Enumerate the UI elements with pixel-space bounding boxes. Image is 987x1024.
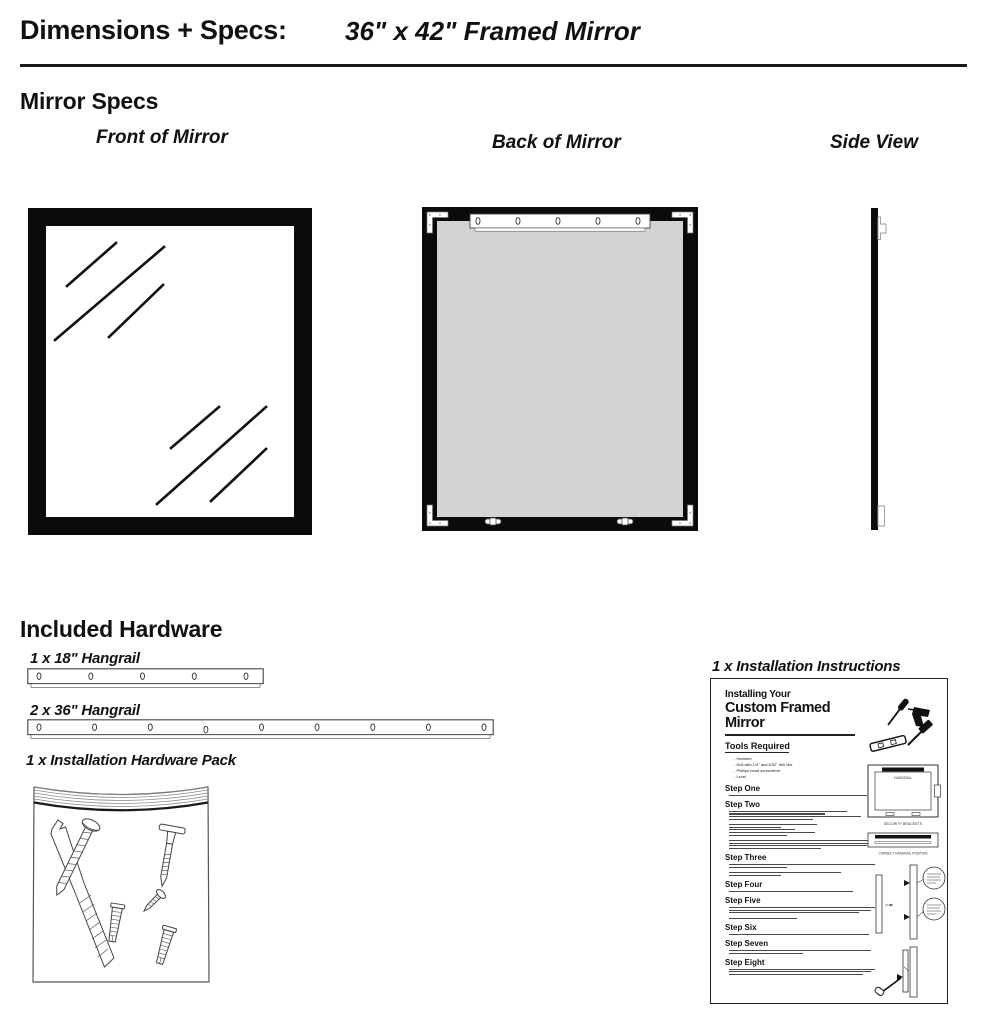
hangrail-hole — [476, 218, 480, 225]
side-view-label: Side View — [830, 132, 918, 153]
bottom-spacer — [878, 506, 885, 526]
body-text-line — [729, 795, 867, 796]
page-subtitle: 36" x 42" Framed Mirror — [345, 16, 640, 46]
title-underline — [725, 734, 855, 736]
side-view-diagram — [858, 203, 894, 537]
body-text-line — [729, 843, 871, 844]
hangrail-caption: HANGRAIL — [894, 776, 912, 780]
hangrail-hole — [636, 218, 640, 225]
hangrail — [470, 214, 650, 231]
step-heading: Step Five — [725, 896, 761, 905]
body-text-line — [729, 971, 871, 972]
body-text-line — [729, 974, 863, 975]
front-glass — [46, 226, 294, 517]
rail36-diagram — [27, 719, 497, 743]
tools-underline — [725, 752, 789, 753]
body-text-line — [729, 827, 781, 828]
body-text-line — [729, 813, 825, 814]
back-panel — [437, 221, 683, 517]
steps-container — [725, 784, 873, 975]
hangrail-hole — [89, 673, 93, 680]
step-heading: Step One — [725, 783, 761, 793]
body-text-line — [729, 872, 841, 873]
step-heading: Step Six — [725, 922, 757, 932]
rail18-label: 1 x 18" Hangrail — [30, 650, 140, 667]
step-heading: Step Four — [725, 879, 763, 889]
body-text-line — [729, 829, 795, 830]
body-text-line — [729, 910, 871, 911]
hangrail-hole — [260, 724, 264, 731]
body-text-line — [729, 875, 781, 876]
tools-illustration — [870, 698, 934, 752]
hangrail-hole — [516, 218, 520, 225]
tools-list — [734, 756, 873, 780]
tool-item: - Hammer — [734, 756, 873, 762]
tool-item: - Phillips head screwdriver — [734, 768, 873, 774]
hangrail-hole — [371, 724, 375, 731]
tool-item: - Drill with 1/4" and 5/32" drill bits — [734, 762, 873, 768]
hangrail-hole — [482, 724, 486, 731]
body-text-line — [729, 811, 847, 812]
tbolt-diagram — [874, 947, 917, 997]
body-text-line — [729, 819, 813, 820]
header-divider — [20, 64, 967, 67]
frame-diagram — [868, 765, 941, 826]
hangrail-hole — [141, 673, 145, 680]
hangrail-hole — [556, 218, 560, 225]
body-text-line — [729, 832, 815, 833]
hangrail-hole — [192, 673, 196, 680]
body-text-line — [729, 845, 867, 846]
body-text-line — [729, 953, 803, 954]
rail18-diagram — [27, 668, 267, 692]
step-heading: Step Three — [725, 853, 767, 863]
security-brackets-caption: SECURITY BRACKETS — [883, 822, 923, 826]
step-heading: Step Two — [725, 799, 760, 809]
tool-item: - Level — [734, 774, 873, 780]
body-text-line — [729, 848, 821, 849]
hangrail-hole — [93, 724, 97, 731]
hangrail-bar — [882, 768, 924, 772]
step-heading: Step Seven — [725, 938, 769, 948]
body-text-line — [729, 912, 859, 913]
instruction-illustrations — [866, 693, 946, 999]
hangrail-hole — [596, 218, 600, 225]
body-text-line — [729, 950, 871, 951]
body-text-line — [729, 934, 869, 935]
side-profile — [871, 208, 878, 530]
front-mirror-diagram — [28, 208, 312, 535]
body-text-line — [729, 840, 875, 841]
instruction-sheet — [710, 678, 948, 1004]
hangrail-hole — [204, 726, 208, 733]
body-text-line — [729, 816, 861, 817]
body-text-line — [729, 969, 875, 970]
body-text-line — [729, 867, 787, 868]
hangrail-hole — [148, 724, 152, 731]
body-text-line — [729, 864, 875, 865]
instructions-label: 1 x Installation Instructions — [712, 658, 901, 675]
hardware-pack-label: 1 x Installation Hardware Pack — [26, 752, 236, 769]
section-title-included-hardware: Included Hardware — [20, 616, 223, 642]
body-text-line — [729, 835, 787, 836]
body-text-line — [729, 918, 797, 919]
hangrail-hole — [37, 673, 41, 680]
body-text-line — [729, 891, 853, 892]
hangrail-position-caption: CORRECT HANGRAIL POSITION — [878, 851, 928, 856]
back-view-label: Back of Mirror — [492, 132, 621, 153]
hangrail-hole — [426, 724, 430, 731]
instruction-sheet-text-column — [725, 690, 873, 975]
back-mirror-diagram — [422, 207, 698, 531]
hangrail-hole — [315, 724, 319, 731]
front-view-label: Front of Mirror — [96, 127, 228, 148]
body-text-line — [729, 824, 817, 825]
hangrail-hole — [244, 673, 248, 680]
step-heading: Step Eight — [725, 957, 765, 967]
body-text-line — [729, 907, 875, 908]
section-title-mirror-specs: Mirror Specs — [20, 88, 159, 114]
hangrail-position-diagram — [868, 833, 938, 856]
sheet-title-line1: Installing Your — [725, 689, 791, 700]
rail36-label: 2 x 36" Hangrail — [30, 702, 140, 719]
page-title: Dimensions + Specs: — [20, 15, 287, 45]
hardware-pack-diagram — [30, 777, 212, 985]
sheet-title-line2: Custom Framed Mirror — [725, 699, 831, 731]
level-icon — [870, 735, 907, 751]
wall-mount-diagram — [876, 865, 945, 939]
tools-required-heading: Tools Required — [725, 740, 790, 751]
hangrail-hole — [37, 724, 41, 731]
cleat-profile — [878, 217, 886, 240]
